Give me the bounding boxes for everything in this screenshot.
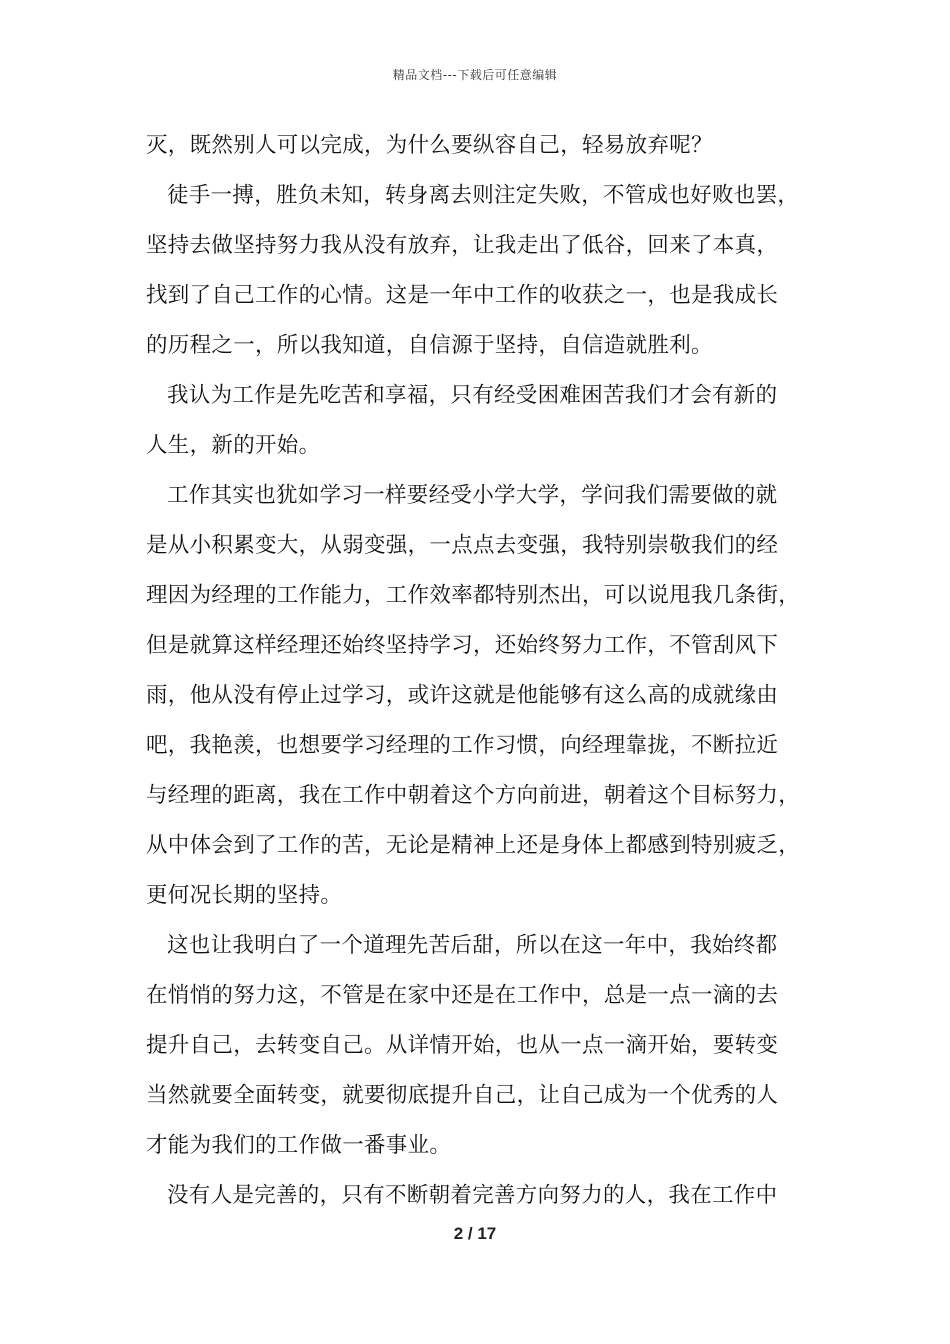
page-number: 2 / 17 — [453, 1224, 497, 1243]
text-line: 与经理的距离，我在工作中朝着这个方向前进，朝着这个目标努力， — [146, 783, 801, 808]
text-line: 当然就要全面转变，就要彻底提升自己，让自己成为一个优秀的人 — [146, 1083, 779, 1108]
text-line: 找到了自己工作的心情。这是一年中工作的收获之一，也是我成长 — [146, 283, 779, 308]
text-line: 吧，我艳羡，也想要学习经理的工作习惯，向经理靠拢，不断拉近 — [146, 733, 779, 758]
text-line: 才能为我们的工作做一番事业。 — [146, 1133, 452, 1158]
text-line: 徒手一搏，胜负未知，转身离去则注定失败，不管成也好败也罢， — [167, 183, 800, 208]
text-line: 灭，既然别人可以完成，为什么要纵容自己，轻易放弃呢？ — [146, 133, 713, 158]
text-line: 我认为工作是先吃苦和享福，只有经受困难困苦我们才会有新的 — [167, 383, 778, 408]
text-line: 理因为经理的工作能力，工作效率都特别杰出，可以说甩我几条街， — [146, 583, 801, 608]
text-line: 的历程之一，所以我知道，自信源于坚持，自信造就胜利。 — [146, 333, 713, 358]
text-line: 坚持去做坚持努力我从没有放弃，让我走出了低谷，回来了本真， — [146, 233, 779, 258]
page-header: 精品文档---下载后可任意编辑 — [392, 68, 558, 82]
text-line: 更何况长期的坚持。 — [146, 883, 343, 908]
document-body — [146, 128, 826, 1228]
text-line: 工作其实也犹如学习一样要经受小学大学，学问我们需要做的就 — [167, 483, 778, 508]
text-line: 这也让我明白了一个道理先苦后甜，所以在这一年中，我始终都 — [167, 933, 778, 958]
text-line: 人生，新的开始。 — [146, 433, 321, 458]
text-line: 雨，他从没有停止过学习，或许这就是他能够有这么高的成就缘由 — [146, 683, 779, 708]
text-line: 提升自己，去转变自己。从详情开始，也从一点一滴开始，要转变 — [146, 1033, 779, 1058]
text-line: 但是就算这样经理还始终坚持学习，还始终努力工作，不管刮风下 — [146, 633, 779, 658]
text-line: 没有人是完善的，只有不断朝着完善方向努力的人，我在工作中 — [167, 1183, 778, 1208]
text-line: 从中体会到了工作的苦，无论是精神上还是身体上都感到特别疲乏， — [146, 833, 801, 858]
text-line: 在悄悄的努力这，不管是在家中还是在工作中，总是一点一滴的去 — [146, 983, 779, 1008]
text-line: 是从小积累变大，从弱变强，一点点去变强，我特别崇敬我们的经 — [146, 533, 779, 558]
